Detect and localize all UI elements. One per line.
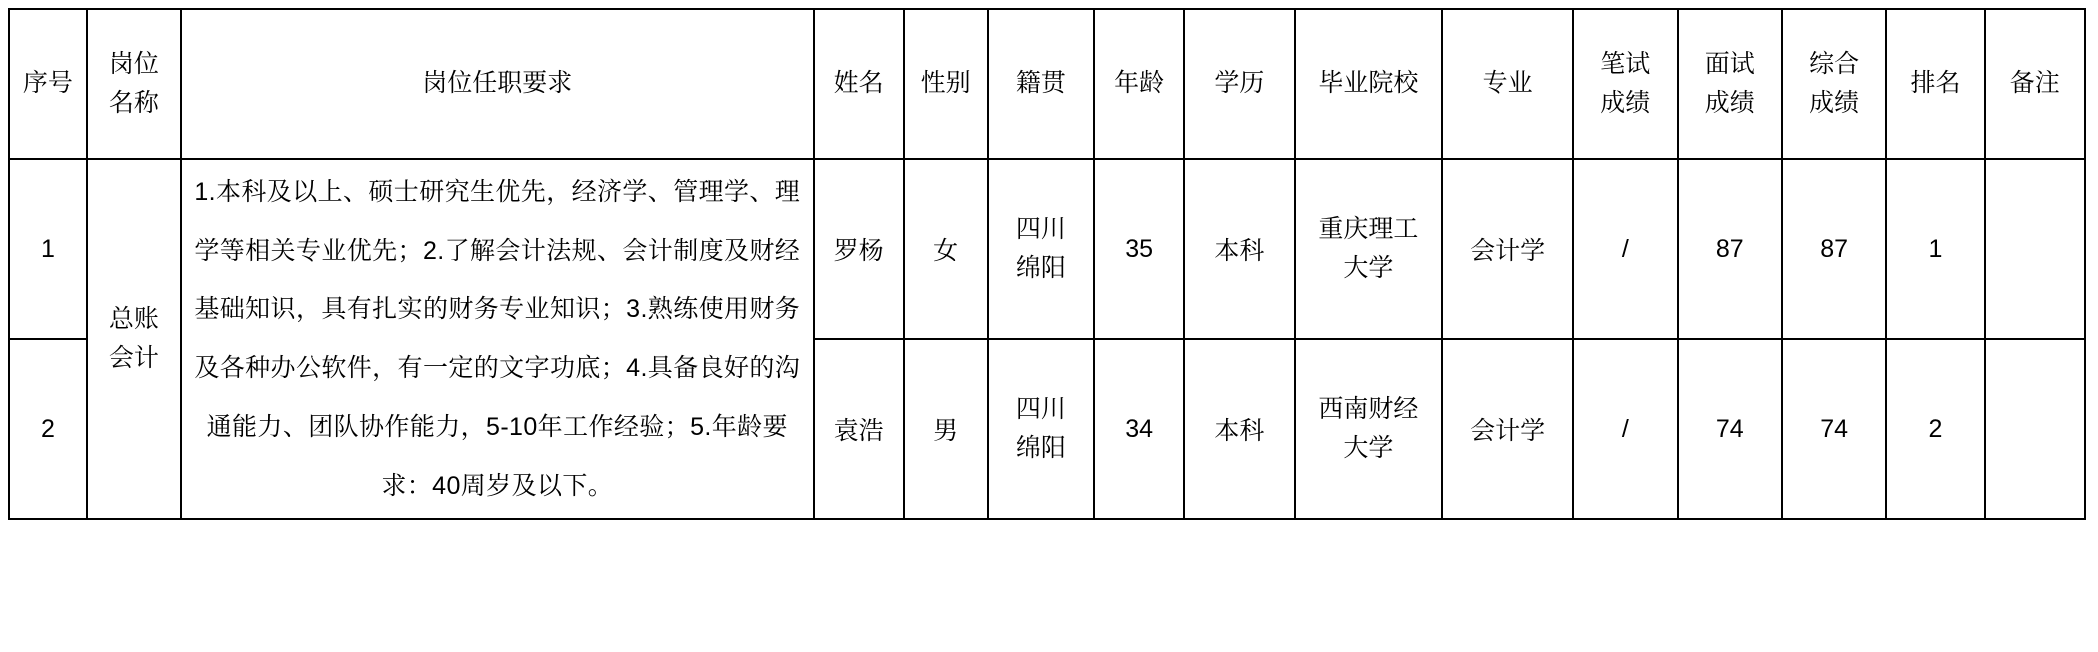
cell-post-name-line2: 会计 — [108, 344, 159, 372]
cell-school-line2: 大学 — [1343, 254, 1394, 282]
header-total-score-line1: 综合 — [1809, 50, 1860, 79]
cell-major: 会计学 — [1442, 159, 1573, 339]
header-rank: 排名 — [1886, 9, 1984, 159]
recruitment-result-table — [8, 8, 2086, 520]
header-written-score — [1573, 9, 1677, 159]
header-gender: 性别 — [904, 9, 988, 159]
header-age: 年龄 — [1094, 9, 1184, 159]
cell-gender: 男 — [904, 339, 988, 519]
header-interview-score — [1678, 9, 1782, 159]
cell-school-line1: 重庆理工 — [1318, 215, 1419, 244]
header-written-score-line1: 笔试 — [1600, 50, 1651, 79]
cell-interview-score: 87 — [1678, 159, 1782, 339]
cell-school — [1295, 159, 1442, 339]
cell-post-name — [87, 159, 181, 519]
cell-school-line1: 西南财经 — [1318, 395, 1419, 424]
cell-total-score: 74 — [1782, 339, 1886, 519]
header-name: 姓名 — [814, 9, 904, 159]
header-remark: 备注 — [1985, 9, 2085, 159]
cell-written-score: / — [1573, 159, 1677, 339]
header-seq: 序号 — [9, 9, 87, 159]
cell-seq: 1 — [9, 159, 87, 339]
header-total-score-line2: 成绩 — [1809, 89, 1860, 117]
header-total-score — [1782, 9, 1886, 159]
header-post-name — [87, 9, 181, 159]
header-requirements: 岗位任职要求 — [181, 9, 814, 159]
cell-name: 袁浩 — [814, 339, 904, 519]
cell-age: 34 — [1094, 339, 1184, 519]
cell-written-score: / — [1573, 339, 1677, 519]
header-written-score-line2: 成绩 — [1600, 89, 1651, 117]
cell-school-line2: 大学 — [1343, 434, 1394, 462]
cell-gender: 女 — [904, 159, 988, 339]
cell-name: 罗杨 — [814, 159, 904, 339]
cell-total-score: 87 — [1782, 159, 1886, 339]
cell-seq: 2 — [9, 339, 87, 519]
header-native-place: 籍贯 — [988, 9, 1094, 159]
cell-rank: 1 — [1886, 159, 1984, 339]
cell-native-place — [988, 339, 1094, 519]
cell-remark — [1985, 159, 2085, 339]
cell-education: 本科 — [1184, 339, 1295, 519]
cell-interview-score: 74 — [1678, 339, 1782, 519]
cell-native-place-line2: 绵阳 — [1015, 434, 1066, 462]
table-row — [9, 159, 2085, 339]
header-interview-score-line2: 成绩 — [1704, 89, 1755, 117]
header-major: 专业 — [1442, 9, 1573, 159]
cell-rank: 2 — [1886, 339, 1984, 519]
cell-remark — [1985, 339, 2085, 519]
cell-age: 35 — [1094, 159, 1184, 339]
header-post-name-line1: 岗位 — [108, 50, 159, 79]
cell-education: 本科 — [1184, 159, 1295, 339]
cell-native-place — [988, 159, 1094, 339]
cell-native-place-line1: 四川 — [1015, 215, 1066, 244]
cell-requirements: 1.本科及以上、硕士研究生优先，经济学、管理学、理学等相关专业优先；2.了解会计法规、会计制度及财经基础知识，具有扎实的财务专业知识；3.熟练使用财务及各种办公软件，有一定的文字功底；4.具备良好的沟通能力、团队协作能力，5-10年工作经验；5.年龄要求：40周岁及以下。 — [181, 159, 814, 519]
header-school: 毕业院校 — [1295, 9, 1442, 159]
table-header-row — [9, 9, 2085, 159]
cell-school — [1295, 339, 1442, 519]
header-education: 学历 — [1184, 9, 1295, 159]
cell-post-name-line1: 总账 — [108, 305, 159, 334]
header-post-name-line2: 名称 — [108, 89, 159, 117]
cell-native-place-line1: 四川 — [1015, 395, 1066, 424]
cell-major: 会计学 — [1442, 339, 1573, 519]
cell-native-place-line2: 绵阳 — [1015, 254, 1066, 282]
header-interview-score-line1: 面试 — [1704, 50, 1755, 79]
